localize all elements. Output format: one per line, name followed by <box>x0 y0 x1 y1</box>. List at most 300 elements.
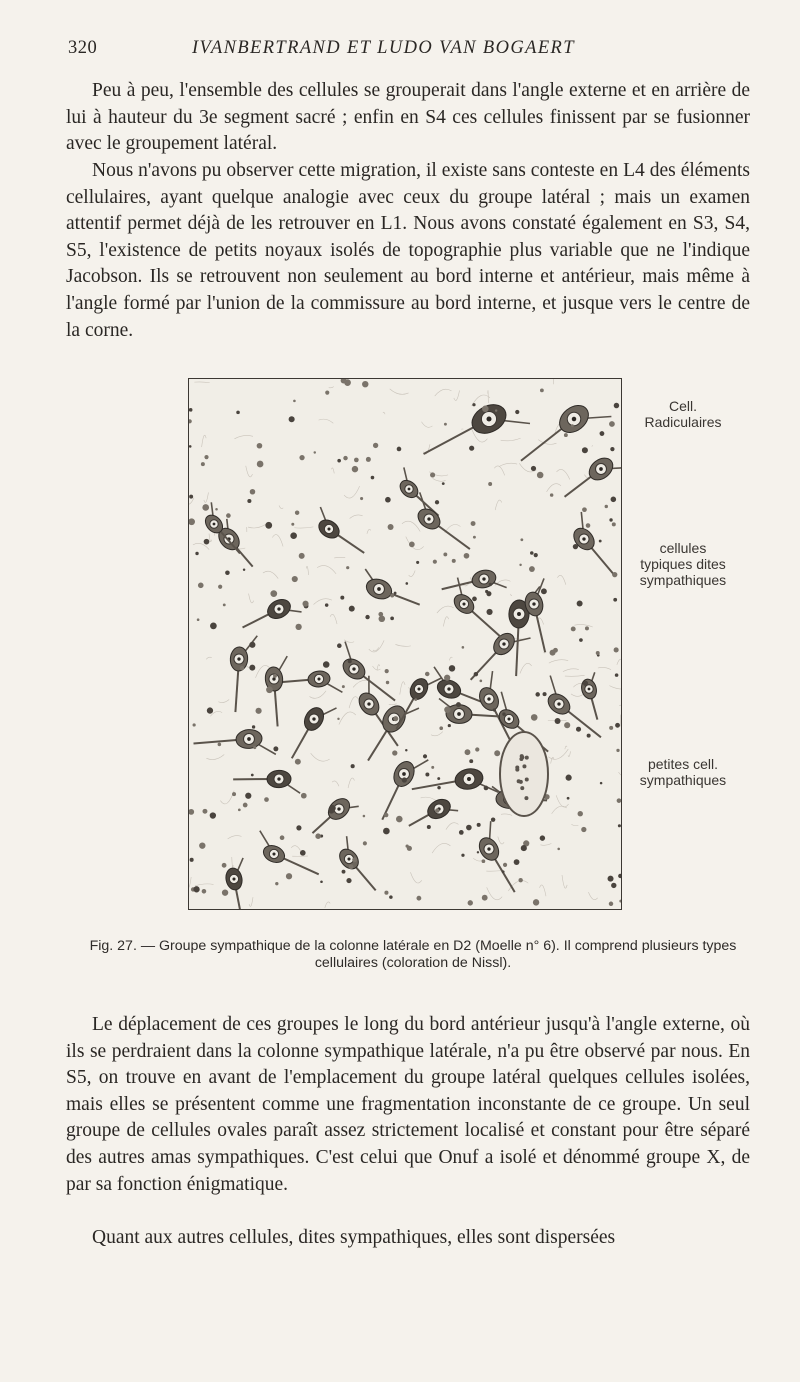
glial-nucleus <box>325 603 328 606</box>
nucleolus <box>277 607 280 610</box>
glial-nucleus <box>189 495 193 499</box>
glial-nucleus <box>442 482 445 485</box>
glial-nucleus <box>578 811 583 816</box>
nucleolus <box>427 517 430 520</box>
fibre <box>511 594 512 596</box>
glial-nucleus <box>618 874 621 878</box>
glial-nucleus <box>564 722 570 728</box>
glial-nucleus <box>250 489 256 495</box>
glial-nucleus <box>611 883 616 888</box>
vessel-cell <box>524 796 528 800</box>
fibre <box>568 751 570 756</box>
glial-nucleus <box>435 500 439 504</box>
glial-nucleus <box>614 647 619 652</box>
glial-nucleus <box>416 896 421 901</box>
fibre <box>272 535 283 547</box>
page-number: 320 <box>68 38 98 58</box>
fibre <box>488 390 489 402</box>
glial-nucleus <box>431 766 434 769</box>
glial-nucleus <box>378 612 383 617</box>
fibre <box>319 419 334 423</box>
glial-nucleus <box>427 825 431 829</box>
glial-nucleus <box>320 880 323 883</box>
glial-nucleus <box>486 609 492 615</box>
glial-nucleus <box>302 601 308 607</box>
glial-nucleus <box>273 674 277 678</box>
fibre <box>619 705 621 706</box>
glial-nucleus <box>469 759 473 763</box>
glial-nucleus <box>443 552 447 556</box>
glial-nucleus <box>414 698 417 701</box>
glial-nucleus <box>273 746 278 751</box>
vessel-cell <box>517 779 521 783</box>
fibre <box>279 505 283 508</box>
glial-nucleus <box>541 588 547 594</box>
glial-nucleus <box>600 782 603 785</box>
glial-nucleus <box>609 518 612 521</box>
glial-nucleus <box>550 493 553 496</box>
fibre <box>234 435 253 438</box>
fibre <box>565 746 567 749</box>
glial-nucleus <box>449 665 455 671</box>
glial-nucleus <box>215 508 218 511</box>
fibre <box>334 557 345 558</box>
glial-nucleus <box>473 536 476 539</box>
glial-nucleus <box>245 793 251 799</box>
glial-nucleus <box>530 551 534 555</box>
glial-nucleus <box>362 381 368 387</box>
glial-nucleus <box>396 816 403 823</box>
paragraph-3: Le déplacement de ces groupes le long du bord antérieur jusqu'à l'angle externe, où ils se perdraient dans la colonne sympathique latérale, n'a pu être observé par nous. En S5, on trouve en avant de l'emplacement du groupe latéral quelques cellules isolées, mais elles se présentent comme une fragmentation inconstante de ce groupe. Un seul groupe de cellules ovales paraît assez strictement localisé et constant pour être séparé des autres amas sympathiques. C'est celui que Onuf a isolé et dénommé groupe X, de par sa fonction énigmatique. <box>66 1014 750 1195</box>
glial-nucleus <box>573 544 578 549</box>
glial-nucleus <box>557 848 560 851</box>
glial-nucleus <box>567 797 570 800</box>
glial-nucleus <box>388 524 394 530</box>
glial-nucleus <box>425 672 430 677</box>
glial-nucleus <box>409 542 415 548</box>
glial-nucleus <box>371 476 375 480</box>
fibre <box>446 823 458 830</box>
vessel-cell <box>515 766 519 770</box>
glial-nucleus <box>540 388 544 392</box>
glial-nucleus <box>223 603 226 606</box>
glial-nucleus <box>616 749 619 752</box>
nucleolus <box>213 523 216 526</box>
nucleolus <box>487 847 490 850</box>
glial-nucleus <box>275 882 278 885</box>
nucleolus <box>582 537 585 540</box>
glial-nucleus <box>299 553 305 559</box>
fibre <box>473 858 483 861</box>
glial-nucleus <box>423 754 427 758</box>
glial-nucleus <box>342 870 346 874</box>
fibre <box>209 534 212 542</box>
glial-nucleus <box>613 598 617 602</box>
nucleolus <box>377 587 381 591</box>
fibre <box>220 791 234 804</box>
nucleolus <box>272 852 275 855</box>
fibre <box>189 877 191 888</box>
glial-nucleus <box>189 809 194 815</box>
glial-nucleus <box>566 775 572 781</box>
fibre <box>592 446 593 447</box>
fibre <box>410 872 421 883</box>
fibre <box>294 527 313 528</box>
glial-nucleus <box>406 582 409 585</box>
glial-nucleus <box>385 669 389 673</box>
glial-nucleus <box>325 391 329 395</box>
fibre <box>565 675 585 676</box>
paragraph-2: Nous n'avons pu observer cette migration, il existe sans conteste en L4 des éléments cellulaires, ayant quelque analogie avec ceux du groupe latéral ; mais un examen attentif permet déjà de les retrouver en L1. Nous avons constaté également en S3, S4, S5, l'existence de petits noyaux isolés de topographie plus variable que ne l'indique Jacobson. Ils se retrouvent non seulement au bord interne et antérieur, mais même à l'angle formé par l'union de la commissure au bord interne, et jusque vers le centre de la corne. <box>66 160 750 341</box>
paragraph-4: Quant aux autres cellules, dites sympathiques, elles sont dispersées <box>92 1227 616 1248</box>
glial-nucleus <box>609 726 613 730</box>
glial-nucleus <box>489 583 492 586</box>
fibre <box>206 657 212 659</box>
fibre <box>609 686 621 689</box>
glial-nucleus <box>323 661 330 668</box>
fibre <box>218 699 229 702</box>
glial-nucleus <box>342 685 345 688</box>
glial-nucleus <box>535 692 540 697</box>
glial-nucleus <box>587 734 591 738</box>
fibre <box>409 571 415 577</box>
glial-nucleus <box>360 497 363 500</box>
glial-nucleus <box>571 424 574 427</box>
glial-nucleus <box>576 727 581 732</box>
glial-nucleus <box>472 403 475 406</box>
glial-nucleus <box>286 873 292 879</box>
glial-nucleus <box>314 451 316 453</box>
glial-nucleus <box>564 433 568 437</box>
fibre <box>306 566 308 575</box>
nucleolus <box>457 712 461 716</box>
fibre <box>432 843 450 853</box>
glial-nucleus <box>586 523 591 528</box>
glial-nucleus <box>596 651 600 655</box>
glial-nucleus <box>292 576 298 582</box>
glial-nucleus <box>615 673 619 677</box>
glial-nucleus <box>600 431 605 436</box>
glial-nucleus <box>579 638 583 642</box>
nucleolus <box>599 467 603 471</box>
glial-nucleus <box>608 876 614 882</box>
nucleolus <box>337 807 340 810</box>
nucleolus <box>367 702 370 705</box>
glial-nucleus <box>609 421 615 427</box>
glial-nucleus <box>617 798 621 803</box>
nucleolus <box>402 772 406 776</box>
glial-nucleus <box>529 566 535 572</box>
glial-nucleus <box>465 749 471 755</box>
glial-nucleus <box>444 706 450 712</box>
nucleolus <box>317 677 320 680</box>
glial-nucleus <box>290 532 297 539</box>
glial-nucleus <box>346 566 349 569</box>
fibre <box>598 667 611 669</box>
glial-nucleus <box>249 642 255 648</box>
glial-nucleus <box>253 746 256 749</box>
glial-nucleus <box>379 615 386 622</box>
fibre <box>495 500 502 510</box>
glial-nucleus <box>571 626 576 631</box>
fibre <box>548 749 568 759</box>
glial-nucleus <box>202 504 209 511</box>
glial-nucleus <box>337 643 342 648</box>
fibre <box>588 892 597 900</box>
glial-nucleus <box>581 827 586 832</box>
nucleolus <box>417 687 420 690</box>
glial-nucleus <box>416 561 419 564</box>
fibre <box>204 492 209 502</box>
glial-nucleus <box>519 564 521 566</box>
glial-nucleus <box>373 443 378 448</box>
glial-nucleus <box>300 850 306 856</box>
glial-nucleus <box>534 553 538 557</box>
fibre <box>332 781 339 786</box>
glial-nucleus <box>482 895 488 901</box>
glial-nucleus <box>257 461 264 468</box>
glial-nucleus <box>354 458 359 463</box>
glial-nucleus <box>425 772 429 776</box>
glial-nucleus <box>346 878 351 883</box>
glial-nucleus <box>255 708 261 714</box>
glial-nucleus <box>225 570 230 575</box>
fibre <box>435 389 452 396</box>
nucleolus <box>327 527 330 530</box>
fibre <box>556 795 568 807</box>
glial-nucleus <box>343 456 347 460</box>
glial-nucleus <box>299 455 304 460</box>
glial-nucleus <box>474 672 478 676</box>
glial-nucleus <box>515 410 519 414</box>
glial-nucleus <box>301 793 307 799</box>
fibre <box>314 599 332 605</box>
glial-nucleus <box>502 870 505 873</box>
glial-nucleus <box>452 559 456 563</box>
glial-nucleus <box>264 797 269 802</box>
glial-nucleus <box>265 522 272 529</box>
fibre <box>540 843 551 845</box>
fibre <box>348 778 354 788</box>
glial-nucleus <box>435 808 439 812</box>
glial-nucleus <box>352 466 358 472</box>
glial-nucleus <box>337 459 341 463</box>
glial-nucleus <box>251 774 254 777</box>
glial-nucleus <box>383 828 390 835</box>
fibre <box>406 537 424 550</box>
glial-nucleus <box>609 902 613 906</box>
glial-nucleus <box>444 675 450 681</box>
fibre <box>206 755 224 760</box>
vessel-cell <box>522 764 526 768</box>
vessel-cell <box>520 786 524 790</box>
glial-nucleus <box>348 659 352 663</box>
glial-nucleus <box>393 716 398 721</box>
glial-nucleus <box>610 447 614 451</box>
glial-nucleus <box>238 809 241 812</box>
glial-nucleus <box>199 842 205 848</box>
glial-nucleus <box>540 835 545 840</box>
glial-nucleus <box>531 714 538 721</box>
glial-nucleus <box>366 457 371 462</box>
glial-nucleus <box>384 813 388 817</box>
glial-nucleus <box>543 692 547 696</box>
glial-nucleus <box>475 747 479 751</box>
label-radicular-cells: Cell. Radiculaires <box>644 398 722 430</box>
fibre <box>330 614 337 624</box>
glial-nucleus <box>240 666 244 670</box>
glial-nucleus <box>295 759 301 765</box>
glial-nucleus <box>502 712 505 715</box>
fibre <box>390 389 409 394</box>
fibre <box>574 625 592 627</box>
glial-nucleus <box>190 858 194 862</box>
glial-nucleus <box>466 825 472 831</box>
nucleolus <box>467 777 471 781</box>
glial-nucleus <box>537 472 544 479</box>
nucleolus <box>517 612 521 616</box>
glial-nucleus <box>189 445 192 448</box>
glial-nucleus <box>461 854 464 857</box>
glial-nucleus <box>599 540 602 543</box>
nucleolus <box>408 488 411 491</box>
glial-nucleus <box>207 707 213 713</box>
nucleolus <box>312 717 315 720</box>
glial-nucleus <box>555 718 561 724</box>
glial-nucleus <box>471 521 476 526</box>
glial-nucleus <box>289 416 295 422</box>
glial-nucleus <box>612 572 617 577</box>
glial-nucleus <box>469 446 474 451</box>
glial-nucleus <box>614 403 619 408</box>
nucleolus <box>247 737 251 741</box>
glial-nucleus <box>550 650 556 656</box>
fibre <box>499 463 517 466</box>
glial-nucleus <box>328 807 334 813</box>
glial-nucleus <box>363 841 367 845</box>
glial-nucleus <box>605 505 608 508</box>
fibre <box>232 857 233 868</box>
glial-nucleus <box>352 857 357 862</box>
glial-nucleus <box>266 686 273 693</box>
glial-nucleus <box>618 824 621 827</box>
label-small-sympathetic-cells: petites cell. sympathiques <box>639 756 727 788</box>
glial-nucleus <box>386 681 389 684</box>
paragraph-1: Peu à peu, l'ensemble des cellules se grouperait dans l'angle externe et en arrière de lui à hauteur du 3e segment sacré ; enfin en S4 ces cellules finissent par se fusionner avec le groupement latéral. <box>66 80 750 155</box>
glial-nucleus <box>201 462 205 466</box>
nucleolus <box>532 602 535 605</box>
glial-nucleus <box>582 447 588 453</box>
fibre <box>350 515 363 519</box>
nucleolus <box>487 697 490 700</box>
nucleolus <box>557 702 560 705</box>
fibre <box>344 486 360 498</box>
glial-nucleus <box>349 864 354 869</box>
vessel-cell <box>525 777 529 781</box>
glial-nucleus <box>189 518 195 525</box>
fibre <box>395 644 410 646</box>
glial-nucleus <box>397 447 402 452</box>
glial-nucleus <box>585 626 589 630</box>
fibre <box>339 712 356 725</box>
glial-nucleus <box>280 835 285 840</box>
glial-nucleus <box>349 606 355 612</box>
fibre <box>520 663 532 673</box>
fibre <box>421 797 436 800</box>
glial-nucleus <box>514 859 520 865</box>
glial-nucleus <box>611 497 617 503</box>
glial-nucleus <box>218 585 222 589</box>
glial-nucleus <box>295 624 301 630</box>
fibre <box>367 529 371 533</box>
glial-nucleus <box>494 750 500 756</box>
glial-nucleus <box>193 886 199 892</box>
fibre <box>547 484 561 492</box>
glial-nucleus <box>477 823 481 827</box>
glial-nucleus <box>495 409 497 411</box>
fibre <box>309 691 326 699</box>
glial-nucleus <box>464 553 470 559</box>
fibre <box>571 824 578 825</box>
glial-nucleus <box>390 616 394 620</box>
fibre <box>556 469 569 479</box>
fibre <box>249 897 253 906</box>
histology-figure <box>188 378 622 910</box>
glial-nucleus <box>406 845 409 848</box>
glial-nucleus <box>482 405 489 412</box>
glial-nucleus <box>189 408 192 412</box>
glial-nucleus <box>533 899 539 905</box>
fibre <box>189 498 194 505</box>
glial-nucleus <box>486 591 491 596</box>
fibre <box>349 697 359 708</box>
glial-nucleus <box>210 623 217 630</box>
fibre <box>549 660 568 663</box>
glial-nucleus <box>247 499 251 503</box>
glial-nucleus <box>480 680 483 683</box>
fibre <box>400 682 405 695</box>
glial-nucleus <box>198 582 204 588</box>
nucleolus <box>447 687 450 690</box>
glial-nucleus <box>222 890 228 896</box>
nucleolus <box>502 642 505 645</box>
glial-nucleus <box>612 522 616 526</box>
glial-nucleus <box>482 859 486 863</box>
glial-nucleus <box>444 423 447 426</box>
glial-nucleus <box>204 455 208 459</box>
glial-nucleus <box>195 552 198 555</box>
glial-nucleus <box>232 792 236 796</box>
glial-nucleus <box>582 507 587 512</box>
glial-nucleus <box>365 615 369 619</box>
glial-nucleus <box>459 830 464 835</box>
figure-caption: Fig. 27. — Groupe sympathique de la colonne latérale en D2 (Moelle n° 6). Il comprend plusieurs types cellulaires (coloration de Nissl). <box>89 938 737 971</box>
glial-nucleus <box>583 681 588 686</box>
glial-nucleus <box>296 825 301 830</box>
fibre <box>248 524 266 528</box>
glial-nucleus <box>243 803 248 808</box>
nucleolus <box>462 602 465 605</box>
glial-nucleus <box>385 497 391 503</box>
fibre <box>389 704 397 705</box>
glial-nucleus <box>577 601 583 607</box>
nucleolus <box>572 417 576 421</box>
vessel-cell <box>519 757 523 761</box>
glial-nucleus <box>520 538 523 541</box>
glial-nucleus <box>193 723 196 726</box>
nucleolus <box>588 688 591 691</box>
glial-nucleus <box>402 777 407 782</box>
